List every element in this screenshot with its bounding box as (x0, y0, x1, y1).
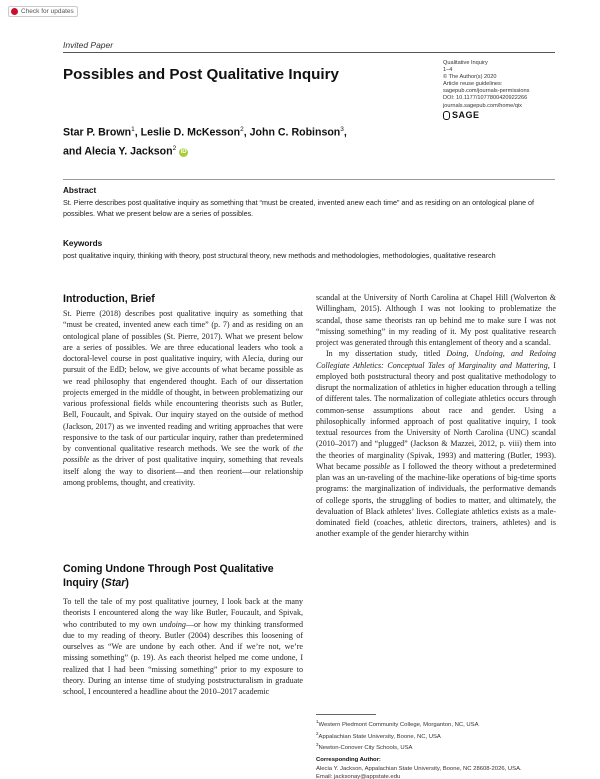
affiliation-1: $^1$Western Piedmont Community College, Morganton, NC, USA (316, 719, 479, 728)
author-name: Star P. Brown (63, 126, 132, 139)
journal-name: Qualitative Inquiry (443, 60, 488, 66)
intro-heading: Introduction, Brief (63, 293, 155, 305)
abstract-text: St. Pierre describes post qualitative inquiry as something that “must be created, invented anew each time” and as residing on an ontological plane of possibles. What we present below are a series of possibles. (63, 198, 535, 218)
reuse-link[interactable]: sagepub.com/journals-permissions (443, 88, 530, 95)
publisher-logo (443, 111, 558, 120)
right-column (316, 292, 556, 540)
left-column-section2 (63, 596, 303, 697)
author-name: Leslie D. McKesson (140, 126, 241, 139)
author-aff: 2 (240, 126, 244, 133)
publisher-name: SAGE (452, 109, 480, 120)
abstract-heading: Abstract (63, 186, 97, 195)
footnotes (316, 718, 561, 779)
affiliation-2: $^2$Appalachian State University, Boone, NC, USA (316, 730, 441, 740)
section-heading-coming-undone: Coming Undone Through Post Qualitative Inquiry (Star) (63, 563, 274, 589)
update-icon (11, 8, 18, 15)
journal-pages: 1–4 (443, 67, 453, 74)
author-aff: 2 (172, 144, 177, 152)
reuse-label: Article reuse guidelines: (443, 81, 503, 88)
author-aff: 1 (131, 126, 135, 133)
orcid-icon[interactable]: iD (180, 149, 187, 156)
corresponding-author-heading: Corresponding Author: (316, 757, 381, 764)
journal-home-link[interactable]: journals.sagepub.com/home/qix (443, 102, 522, 109)
header-rule (63, 52, 555, 53)
check-for-updates-badge[interactable] (8, 6, 78, 17)
intro-paragraph: St. Pierre (2018) describes post qualitative inquiry as something that “must be created, invented anew each time” (p. 7) and as residing on an ontological plane of possibles (St. Pierre, 2017). What we present below are a series of possibles. We are three educational leaders who took a doctoral-level course in post qualitative inquiry, with Alecia, during our pursuit of the EdD; below, we give accounts of what became possible as we read philosophy that engendered thought. Each of our dissertation projects emerged in the middle of thought, in between problematizing our various professional fields while encountering theorists such as Butler, Bell, Foucault, and Spivak. Our inquiry stayed on the outside of method (Jackson, 2017) as we invented reading and writing approaches that were responsive to the task of our particular inquiry, rather than predetermined by conventional qualitative research methods. We see the work of the possible as the driver of post qualitative inquiry, something that reveals itself along the way to disorient—and then reorient—our relationship among problems, thought, and creativity. (63, 309, 303, 487)
right-paragraph-2: In my dissertation study, titled Doing, Undoing, and Redoing Collegiate Athletics: Conceptual Tales of Marginality and Mattering, I employed both poststructural theory and post qualitative methodology to disrupt the normalization of athletics in higher education through a telling of different tales. The normalization of collegiate athletics occurs through common-sense assumptions about race and gender. Using a philosophically informed approach of post qualitative inquiry, I took textual resources from the University of North Carolina (UNC) scandal (2010–2017) and “plugged” (Jackson & Mazzei, 2012, p. viii) them into the theories of marginality (Spivak, 1993) and mattering (Butler, 1993). What became possible as I followed the theory without a predetermined plan was an un-raveling of the machine-like operations of big-time sports programs: the marginalization of individuals, the performative demands of college sports, the struggling of bodies to matter, and ultimately, the devaluation of Black athletes’ lives. Collegiate athletics exists as a male-dominated field (coaches, athletic directors, trainers, athletes) and is another example of the gender hierarchy within (316, 349, 557, 539)
left-column-intro (63, 308, 303, 488)
author-name: John C. Robinson (249, 126, 341, 139)
corresponding-author-text: Alecia Y. Jackson, Appalachian State University, Boone, NC 28608-2026, USA. (316, 765, 522, 772)
sage-logo-icon (443, 111, 450, 120)
journal-meta (443, 60, 558, 120)
author-aff: 3 (340, 126, 344, 133)
corresponding-author-email[interactable]: Email: jacksonay@appstate.edu (316, 774, 401, 779)
paper-title: Possibles and Post Qualitative Inquiry (63, 66, 339, 83)
affiliation-3: $^3$Newton-Conover City Schools, USA (316, 742, 413, 752)
author-list: Star P. Brown$^1$, Leslie D. McKesson$^2$, John C. Robinson$^3$, and Alecia Y. Jackson$^2$ iD (63, 126, 347, 158)
journal-copyright: © The Author(s) 2020 (443, 74, 497, 81)
article-type: Invited Paper (63, 40, 114, 50)
right-paragraph-1: scandal at the University of North Carolina at Chapel Hill (Wolverton & Willingham, 2015). Although I was not looking to problematize the scandal, those same theorists ran up behind me to make sure I was not “missing something” in my reading of it. My post qualitative research project was generated through this entanglement of theory and a scandal. (316, 293, 556, 347)
section2-paragraph: To tell the tale of my post qualitative journey, I look back at the many theorists I encountered along the way like Butler, Foucault, and Spivak, who contributed to my own undoing—or how my thinking transformed due to my reading of theory. Butler (2004) describes this loosening of ourselves as “We are undone by each other. And if we’re not, we’re missing something” (p. 19). As each theorist helped me come undone, I realized that I had been “missing something” prior to my exposure to theory. During an intense time of studying poststructuralism in graduate school, I encountered a headline about the 2010–2017 academic (63, 597, 304, 696)
footnote-rule (316, 714, 376, 715)
keywords-heading: Keywords (63, 239, 103, 248)
badge-label: Check for updates (21, 8, 74, 15)
doi[interactable]: DOI: 10.1177/1077800420922266 (443, 95, 528, 102)
section-rule (63, 179, 555, 180)
author-name: Alecia Y. Jackson (84, 145, 173, 158)
keywords-text: post qualitative inquiry, thinking with theory, post structural theory, new methods and methodologies, methodologies, qualitative research (63, 251, 496, 260)
